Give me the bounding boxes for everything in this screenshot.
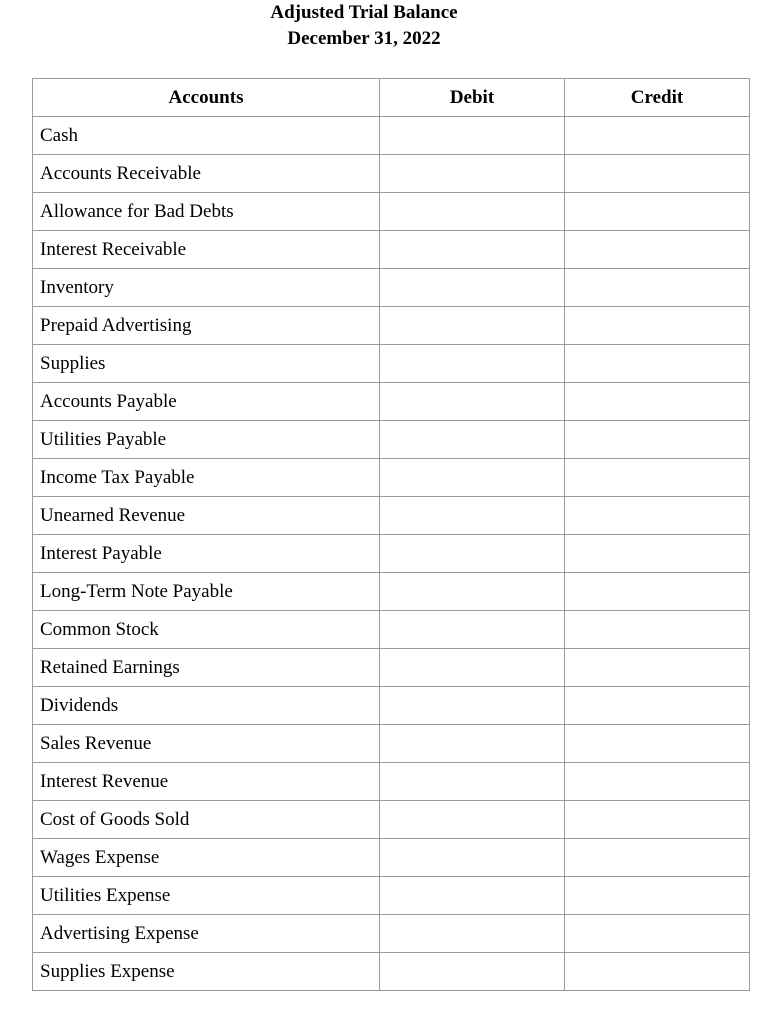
table-row	[33, 459, 750, 497]
credit-cell[interactable]	[565, 839, 750, 877]
column-header-credit: Credit	[565, 79, 750, 117]
table-row	[33, 307, 750, 345]
credit-cell[interactable]	[565, 877, 750, 915]
column-header-accounts: Accounts	[33, 79, 380, 117]
debit-cell[interactable]	[380, 839, 565, 877]
account-name: Interest Payable	[33, 535, 380, 573]
table-row	[33, 611, 750, 649]
debit-cell[interactable]	[380, 231, 565, 269]
debit-cell[interactable]	[380, 877, 565, 915]
credit-cell[interactable]	[565, 687, 750, 725]
table-row	[33, 573, 750, 611]
column-header-debit: Debit	[380, 79, 565, 117]
account-name: Common Stock	[33, 611, 380, 649]
debit-cell[interactable]	[380, 725, 565, 763]
account-name: Accounts Payable	[33, 383, 380, 421]
account-name: Interest Receivable	[33, 231, 380, 269]
debit-cell[interactable]	[380, 611, 565, 649]
credit-cell[interactable]	[565, 383, 750, 421]
table-row	[33, 383, 750, 421]
debit-cell[interactable]	[380, 535, 565, 573]
credit-cell[interactable]	[565, 193, 750, 231]
table-row	[33, 345, 750, 383]
credit-cell[interactable]	[565, 307, 750, 345]
statement-date: December 31, 2022	[287, 28, 441, 49]
debit-cell[interactable]	[380, 155, 565, 193]
debit-cell[interactable]	[380, 345, 565, 383]
account-name: Dividends	[33, 687, 380, 725]
credit-cell[interactable]	[565, 459, 750, 497]
table-row	[33, 801, 750, 839]
table-row	[33, 269, 750, 307]
debit-cell[interactable]	[380, 763, 565, 801]
credit-cell[interactable]	[565, 155, 750, 193]
credit-cell[interactable]	[565, 611, 750, 649]
header-row	[33, 79, 750, 117]
account-name: Supplies Expense	[33, 953, 380, 991]
account-name: Interest Revenue	[33, 763, 380, 801]
debit-cell[interactable]	[380, 687, 565, 725]
credit-cell[interactable]	[565, 535, 750, 573]
debit-cell[interactable]	[380, 649, 565, 687]
account-name: Sales Revenue	[33, 725, 380, 763]
account-name: Income Tax Payable	[33, 459, 380, 497]
table-row	[33, 915, 750, 953]
account-name: Cash	[33, 117, 380, 155]
account-name: Wages Expense	[33, 839, 380, 877]
credit-cell[interactable]	[565, 269, 750, 307]
account-name: Allowance for Bad Debts	[33, 193, 380, 231]
debit-cell[interactable]	[380, 193, 565, 231]
credit-cell[interactable]	[565, 421, 750, 459]
table-row	[33, 155, 750, 193]
table-body	[33, 117, 750, 991]
debit-cell[interactable]	[380, 117, 565, 155]
credit-cell[interactable]	[565, 953, 750, 991]
table-row	[33, 725, 750, 763]
credit-cell[interactable]	[565, 725, 750, 763]
account-name: Inventory	[33, 269, 380, 307]
table-row	[33, 687, 750, 725]
table-row	[33, 953, 750, 991]
table-row	[33, 649, 750, 687]
table-row	[33, 421, 750, 459]
account-name: Prepaid Advertising	[33, 307, 380, 345]
credit-cell[interactable]	[565, 649, 750, 687]
account-name: Utilities Expense	[33, 877, 380, 915]
table-row	[33, 535, 750, 573]
debit-cell[interactable]	[380, 307, 565, 345]
debit-cell[interactable]	[380, 801, 565, 839]
credit-cell[interactable]	[565, 497, 750, 535]
table-row	[33, 117, 750, 155]
credit-cell[interactable]	[565, 573, 750, 611]
credit-cell[interactable]	[565, 915, 750, 953]
table-row	[33, 497, 750, 535]
debit-cell[interactable]	[380, 953, 565, 991]
account-name: Supplies	[33, 345, 380, 383]
page-title: Adjusted Trial Balance	[270, 2, 458, 23]
debit-cell[interactable]	[380, 459, 565, 497]
table-row	[33, 839, 750, 877]
debit-cell[interactable]	[380, 421, 565, 459]
debit-cell[interactable]	[380, 915, 565, 953]
credit-cell[interactable]	[565, 345, 750, 383]
credit-cell[interactable]	[565, 117, 750, 155]
account-name: Cost of Goods Sold	[33, 801, 380, 839]
credit-cell[interactable]	[565, 763, 750, 801]
credit-cell[interactable]	[565, 801, 750, 839]
account-name: Long-Term Note Payable	[33, 573, 380, 611]
credit-cell[interactable]	[565, 231, 750, 269]
account-name: Advertising Expense	[33, 915, 380, 953]
debit-cell[interactable]	[380, 573, 565, 611]
account-name: Unearned Revenue	[33, 497, 380, 535]
account-name: Accounts Receivable	[33, 155, 380, 193]
account-name: Utilities Payable	[33, 421, 380, 459]
title-block	[0, 0, 728, 52]
account-name: Retained Earnings	[33, 649, 380, 687]
table-row	[33, 763, 750, 801]
table-row	[33, 877, 750, 915]
table-row	[33, 193, 750, 231]
table-row	[33, 231, 750, 269]
debit-cell[interactable]	[380, 269, 565, 307]
debit-cell[interactable]	[380, 497, 565, 535]
trial-balance-table	[32, 78, 750, 991]
debit-cell[interactable]	[380, 383, 565, 421]
